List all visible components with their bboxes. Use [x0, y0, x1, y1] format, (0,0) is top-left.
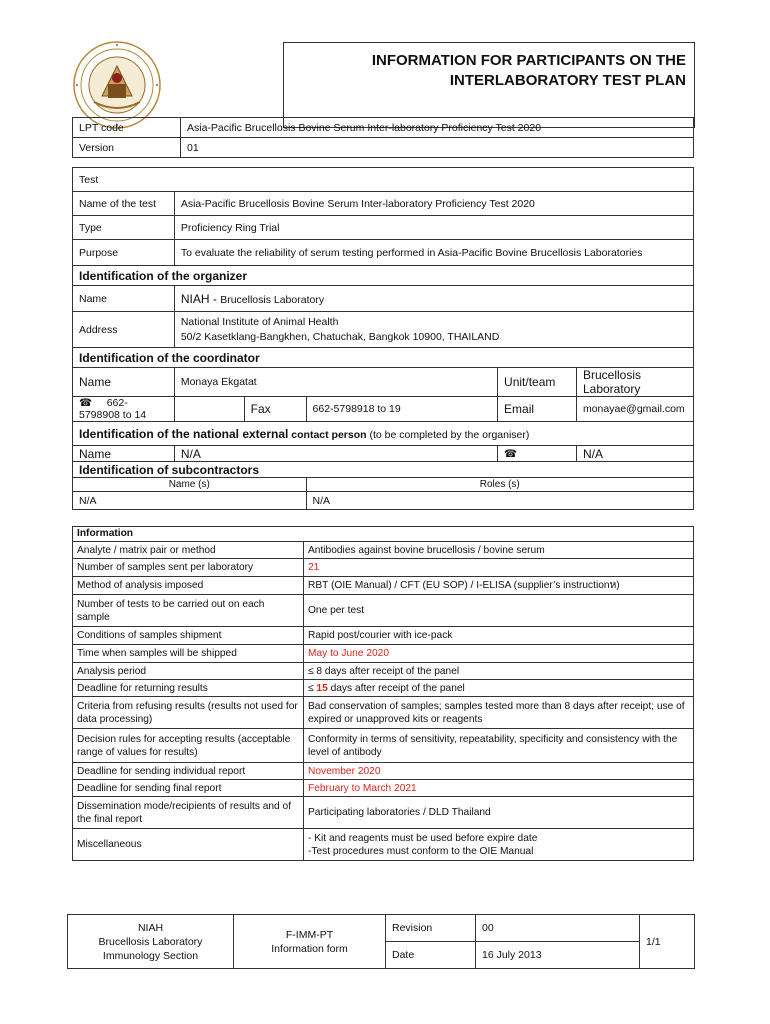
info-value-prefix: ≤ [308, 682, 317, 694]
coordinator-phone-cell [73, 397, 175, 422]
info-value [304, 680, 694, 697]
info-value: Conformity in terms of sensitivity, repeatability, specificity and consistency with the level of antibody [304, 729, 694, 763]
info-value: 21 [304, 559, 694, 577]
unit-team-label: Unit/team [498, 368, 577, 397]
external-phone-value: N/A [576, 446, 693, 462]
external-heading-note: (to be completed by the organiser) [366, 428, 530, 441]
test-name-value: Asia-Pacific Brucellosis Bovine Serum Inter-laboratory Proficiency Test 2020 [174, 192, 693, 216]
info-label: Method of analysis imposed [73, 577, 304, 595]
info-value: November 2020 [304, 763, 694, 780]
info-value: ≤ 8 days after receipt of the panel [304, 663, 694, 680]
telephone-icon: ☎ [504, 447, 518, 460]
coordinator-heading: Identification of the coordinator [73, 348, 694, 368]
info-value: One per test [304, 595, 694, 627]
footer-form-code: F-IMM-PT [285, 928, 334, 941]
test-type-value: Proficiency Ring Trial [174, 216, 693, 240]
info-label: Analyte / matrix pair or method [73, 542, 304, 559]
info-value: May to June 2020 [304, 645, 694, 663]
date-label: Date [386, 942, 476, 969]
info-value [304, 829, 694, 861]
lpt-code-value: Asia-Pacific Brucellosis Bovine Serum Inter-laboratory Proficiency Test 2020 [181, 118, 694, 138]
unit-team-value: Brucellosis Laboratory [576, 368, 693, 397]
external-name-label: Name [73, 446, 175, 462]
info-label: Deadline for sending final report [73, 780, 304, 797]
info-label: Criteria from refusing results (results not used for data processing) [73, 697, 304, 729]
misc-line-1: - Kit and reagents must be used before expire date [308, 832, 538, 844]
organizer-name-sub: Brucellosis Laboratory [220, 293, 325, 306]
info-label: Number of samples sent per laboratory [73, 559, 304, 577]
info-value: Antibodies against bovine brucellosis / bovine serum [304, 542, 694, 559]
info-value-highlight: 15 [316, 682, 328, 694]
organizer-name-label: Name [73, 286, 175, 312]
info-value-suffix: days after receipt of the panel [327, 682, 465, 694]
subcontractors-heading: Identification of subcontractors [73, 462, 694, 478]
title-line-1: INFORMATION FOR PARTICIPANTS ON THE [371, 52, 686, 69]
misc-line-2: -Test procedures must conform to the OIE Manual [308, 845, 534, 857]
subcontractors-roles-header: Roles (s) [306, 478, 693, 492]
document-title [283, 42, 695, 128]
organizer-address-value [174, 312, 693, 348]
test-name-label: Name of the test [73, 192, 175, 216]
subcontractors-roles-value: N/A [306, 492, 693, 510]
date-value: 16 July 2013 [476, 942, 640, 969]
info-label: Conditions of samples shipment [73, 627, 304, 645]
test-type-label: Type [73, 216, 175, 240]
document-footer [67, 914, 695, 969]
info-label: Time when samples will be shipped [73, 645, 304, 663]
organizer-name-value [174, 286, 693, 312]
footer-org-line-1: NIAH [137, 921, 164, 934]
footer-form-name: Information form [271, 942, 348, 955]
information-table [72, 526, 694, 861]
fax-value: 662-5798918 to 19 [306, 397, 498, 422]
telephone-icon: ☎ [79, 397, 93, 409]
test-purpose-value: To evaluate the reliability of serum testing performed in Asia-Pacific Bovine Brucellosis Laboratories [174, 240, 693, 266]
coordinator-name-value: Monaya Ekgatat [174, 368, 497, 397]
subcontractors-name-header: Name (s) [73, 478, 307, 492]
lpt-code-label: LPT code [73, 118, 181, 138]
footer-org-line-2: Brucellosis Laboratory [98, 935, 203, 948]
organizer-heading: Identification of the organizer [73, 266, 694, 286]
info-label: Analysis period [73, 663, 304, 680]
revision-label: Revision [386, 915, 476, 942]
address-line-2: 50/2 Kasetklang-Bangkhen, Chatuchak, Bangkok 10900, THAILAND [180, 330, 500, 343]
test-plan-table [72, 167, 694, 510]
fax-label: Fax [244, 397, 306, 422]
info-label: Miscellaneous [73, 829, 304, 861]
info-label: Number of tests to be carried out on each sample [73, 595, 304, 627]
test-purpose-label: Purpose [73, 240, 175, 266]
external-heading-bold: Identification of the national external [79, 426, 289, 441]
address-line-1: National Institute of Animal Health [180, 315, 339, 328]
external-heading-bold2: contact person [288, 428, 367, 441]
organizer-name-main: NIAH - [180, 291, 221, 306]
revision-value: 00 [476, 915, 640, 942]
phone-spacer [174, 397, 244, 422]
info-value: Rapid post/courier with ice-pack [304, 627, 694, 645]
footer-organization [68, 915, 234, 969]
lpt-table [72, 117, 694, 158]
external-name-value: N/A [174, 446, 497, 462]
info-label: Deadline for sending individual report [73, 763, 304, 780]
subcontractors-name-value: N/A [73, 492, 307, 510]
info-value: February to March 2021 [304, 780, 694, 797]
external-contact-heading [73, 422, 694, 446]
email-value: monayae@gmail.com [576, 397, 693, 422]
organizer-address-label: Address [73, 312, 175, 348]
coordinator-name-label: Name [73, 368, 175, 397]
info-label: Deadline for returning results [73, 680, 304, 697]
info-value: Bad conservation of samples; samples tested more than 8 days after receipt; use of expired or unapproved kits or reagents [304, 697, 694, 729]
info-label: Decision rules for accepting results (acceptable range of values for results) [73, 729, 304, 763]
page-number: 1/1 [640, 915, 695, 969]
test-section-label: Test [73, 168, 694, 192]
external-phone-icon-cell [498, 446, 577, 462]
info-value: Participating laboratories / DLD Thailand [304, 797, 694, 829]
coordinator-phone-value: 662-5798908 to 14 [79, 397, 147, 421]
footer-form [234, 915, 386, 969]
version-label: Version [73, 138, 181, 158]
footer-org-line-3: Immunology Section [102, 949, 199, 962]
email-label: Email [498, 397, 577, 422]
info-value: RBT (OIE Manual) / CFT (EU SOP) / I-ELISA (supplier’s instructionห) [304, 577, 694, 595]
information-heading: Information [73, 527, 694, 542]
title-line-2: INTERLABORATORY TEST PLAN [449, 72, 686, 89]
version-value: 01 [181, 138, 694, 158]
info-label: Dissemination mode/recipients of results and of the final report [73, 797, 304, 829]
